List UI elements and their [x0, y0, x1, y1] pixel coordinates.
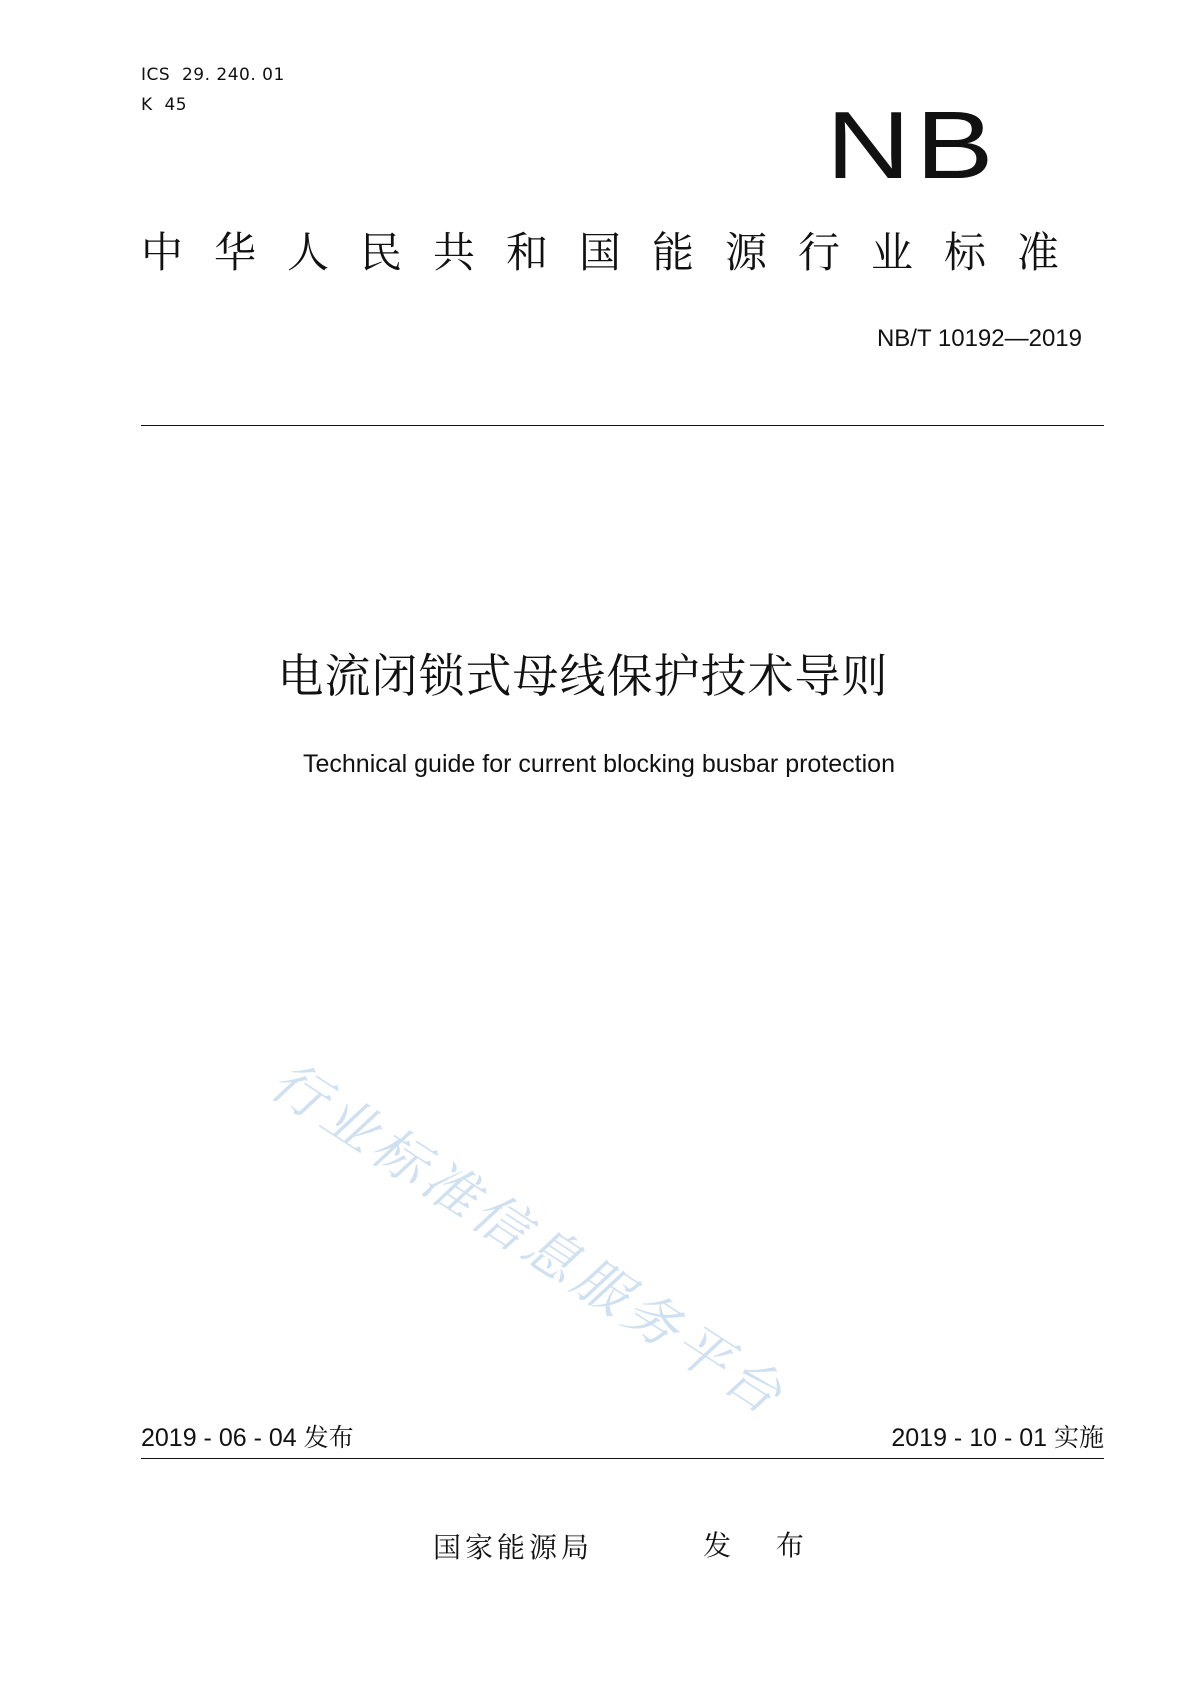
standard-number: NB/T 10192—2019 [876, 325, 1082, 352]
implementation-date: 2019 - 10 - 01 实施 [891, 1424, 1104, 1452]
issue-date: 2019 - 06 - 04 发布 [141, 1424, 354, 1452]
classification-codes [141, 60, 285, 120]
ics-code: ICS 29. 240. 01 [141, 65, 285, 85]
publish-label: 发 布 [703, 1529, 822, 1562]
top-divider [141, 425, 1104, 426]
document-title-chinese: 电流闭锁式母线保护技术导则 [277, 649, 889, 703]
publisher-name: 国家能源局 [433, 1531, 594, 1564]
watermark-text: 行业标准信息服务平台 [259, 1049, 798, 1429]
document-title-english: Technical guide for current blocking busbar protection [302, 750, 895, 778]
standard-category-title: 中华人民共和国能源行业标准 [141, 228, 1091, 277]
nb-logo: NB [826, 92, 999, 199]
bottom-divider [141, 1458, 1104, 1459]
class-code: K 45 [141, 95, 188, 115]
